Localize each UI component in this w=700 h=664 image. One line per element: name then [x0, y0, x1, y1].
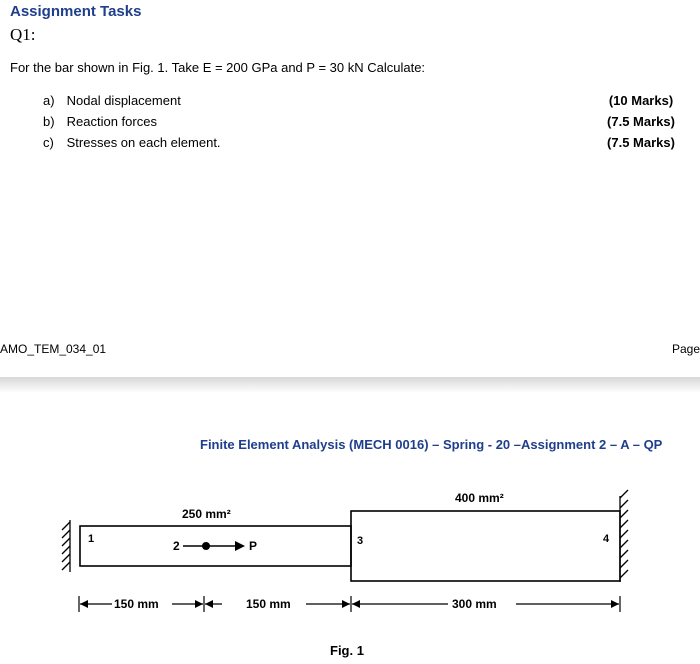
item-text: Nodal displacement	[66, 93, 181, 108]
question-item	[43, 114, 157, 129]
dimension-3-label: 300 mm	[452, 597, 497, 611]
figure-caption: Fig. 1	[330, 643, 364, 658]
right-wall-support	[620, 490, 628, 582]
item-marks: (7.5 Marks)	[607, 114, 675, 129]
area-small-label: 250 mm²	[182, 507, 231, 521]
item-text: Stresses on each element.	[66, 135, 221, 150]
node-3-label: 3	[357, 535, 364, 547]
node-2-dot	[202, 542, 210, 550]
item-label: c)	[43, 135, 54, 150]
page-label: Page	[671, 342, 700, 356]
item-label: a)	[43, 93, 55, 108]
load-arrowhead	[235, 541, 245, 551]
area-large-label: 400 mm²	[455, 491, 504, 505]
node-2-label: 2	[173, 539, 180, 553]
item-text: Reaction forces	[66, 114, 157, 129]
question-item	[43, 93, 181, 108]
document-title: Assignment Tasks	[10, 3, 142, 20]
item-marks: (7.5 Marks)	[607, 135, 675, 150]
node-4-label: 4	[603, 533, 610, 545]
dimension-1-label: 150 mm	[114, 597, 159, 611]
page-separator	[0, 377, 700, 393]
dimension-2-label: 150 mm	[246, 597, 291, 611]
bar-large-section	[351, 511, 620, 581]
dimension-lines	[79, 596, 620, 612]
item-label: b)	[43, 114, 55, 129]
question-number: Q1:	[10, 25, 36, 44]
load-label: P	[249, 539, 258, 553]
bar-figure	[0, 480, 700, 630]
item-marks: (10 Marks)	[608, 93, 674, 108]
question-item	[43, 135, 221, 150]
left-wall-support	[62, 520, 70, 572]
question-intro: For the bar shown in Fig. 1. Take E = 200 GPa and P = 30 kN Calculate:	[10, 60, 426, 75]
template-code: AMO_TEM_034_01	[0, 342, 107, 356]
course-header: Finite Element Analysis (MECH 0016) – Spring - 20 –Assignment 2 – A – QP	[200, 437, 663, 452]
node-1-label: 1	[88, 533, 95, 545]
